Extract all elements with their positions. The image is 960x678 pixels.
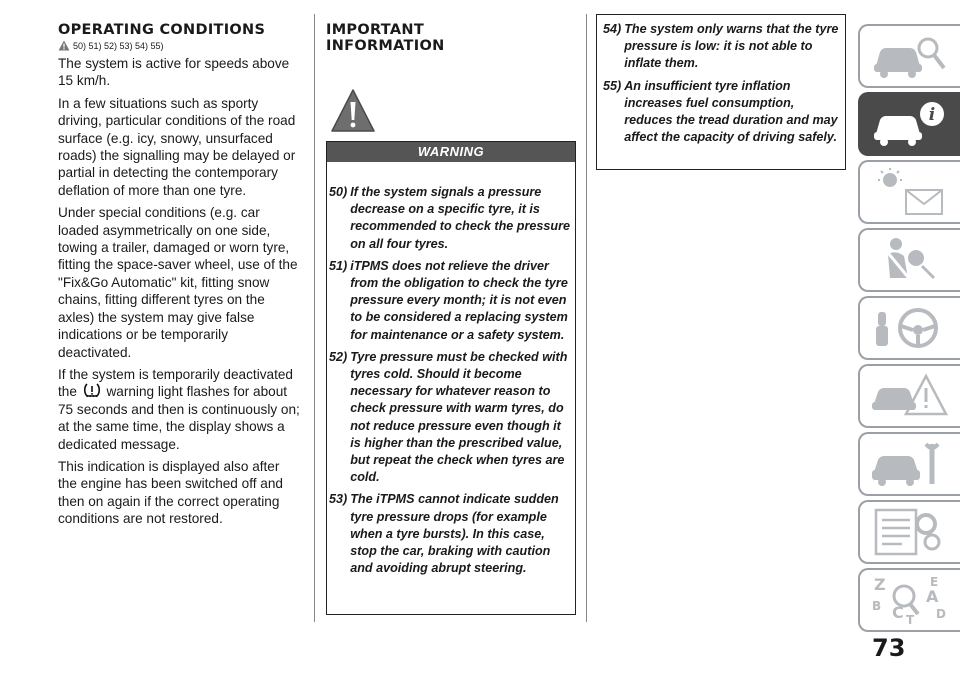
note-item [329, 491, 571, 577]
warning-notes [327, 162, 575, 577]
svg-text:Z: Z [874, 575, 886, 594]
warning-triangle-icon [58, 40, 70, 51]
car-search-icon [870, 30, 950, 82]
warning-notes [597, 15, 845, 146]
warning-references [58, 40, 302, 51]
note-item [603, 21, 841, 73]
note-number: 52) [329, 349, 348, 364]
note-number: 50) [329, 185, 348, 199]
note-number: 53) [329, 492, 348, 507]
svg-text:C: C [892, 603, 904, 622]
car-maintenance-icon [870, 438, 950, 490]
operating-conditions-section [58, 22, 302, 533]
paragraph-text: warning light flashes for about 75 seconds and then is continuously on; at the same time, the display shows a dedicated message. [58, 384, 300, 452]
note-text: If the system signals a pressure decrease on a specific tyre, it is recommended to check the pressure on all four tyres. [350, 185, 570, 251]
note-text: The iTPMS cannot indicate sudden tyre pressure drops (for example when a tyre bursts). In this case, stop the car, braking with caution and avoiding abrupt steering. [350, 492, 559, 576]
note-text: An insufficient tyre inflation increases fuel consumption, reduces the tread duration and may affect the capacity of driving safely. [624, 78, 838, 145]
car-info-icon [870, 98, 950, 150]
section-heading [326, 22, 576, 54]
important-information-section [326, 22, 576, 54]
note-text: iTPMS does not relieve the driver from the obligation to check the tyre pressure every month; it is not even to be considered a replacing system for maintenance or a safety system. [350, 258, 568, 342]
svg-text:E: E [930, 575, 939, 589]
car-emergency-icon [870, 370, 950, 422]
section-heading: OPERATING CONDITIONS [58, 22, 266, 38]
tab-car-maintenance[interactable] [858, 432, 960, 496]
tab-warning-lights[interactable] [858, 160, 960, 224]
note-number: 51) [329, 258, 348, 273]
note-number: 55) [603, 78, 622, 93]
paragraph: Under special conditions (e.g. car loaded asymmetrically on one side, towing a trailer, damaged or worn tyre, fitting the space-saver wheel, use of the "Fix&Go Automatic" kit, fitting snow chains, fitting different tyres on the axles) the system may give false indications or be temporarily deactivated. [58, 205, 298, 360]
paragraph [58, 366, 302, 453]
paragraph: The system is active for speeds above 15 km/h. [58, 56, 290, 89]
note-item [329, 258, 571, 344]
warning-box [326, 141, 576, 615]
tyre-pressure-warning-icon [83, 383, 101, 398]
tab-index[interactable] [858, 568, 960, 632]
warning-triangle-icon [330, 88, 376, 134]
svg-text:D: D [936, 607, 946, 621]
heading-line: IMPORTANT [326, 22, 425, 38]
paragraph: In a few situations such as sporty driving, particular conditions of the road surface (e.g. icy, snowy, unsurfaced roads) the signalling may be delayed or partial in detecting the contemporary deflation of more than one tyre. [58, 95, 296, 198]
note-number: 54) [603, 22, 622, 36]
warning-header: WARNING [327, 142, 575, 162]
svg-text:T: T [906, 613, 915, 626]
svg-text:B: B [872, 599, 882, 613]
svg-text:A: A [926, 587, 939, 606]
note-item [329, 184, 571, 253]
heading-line: INFORMATION [326, 38, 445, 54]
technical-data-icon [870, 506, 950, 558]
tab-technical-data[interactable] [858, 500, 960, 564]
tab-car-emergency[interactable] [858, 364, 960, 428]
paragraph-text: If the system is temporarily deactivated the [58, 366, 293, 400]
continued-warning-box [596, 14, 846, 170]
tab-key-steering[interactable] [858, 296, 960, 360]
tab-car-search[interactable] [858, 24, 960, 88]
note-text: Tyre pressure must be checked with tyres cold. Should it become necessary for whatever reason to check pressure with warm tyres, do not reduce pressure even though it is higher than the prescribed value, but repeat the check when tyres are cold. [350, 349, 568, 485]
note-item [603, 78, 841, 147]
column-divider [586, 14, 587, 622]
note-item [329, 349, 571, 487]
paragraph: This indication is displayed also after the engine has been switched off and then on again if the correct operating conditions are not restored. [58, 458, 283, 527]
airbag-safety-icon [870, 234, 950, 286]
svg-text:i: i [928, 105, 936, 125]
key-steering-wheel-icon [870, 302, 950, 354]
note-text: The system only warns that the tyre pressure is low: it is not able to inflate them. [624, 22, 839, 71]
column-divider [314, 14, 315, 622]
page-number: 73 [872, 634, 906, 662]
warning-lights-icon [870, 166, 950, 218]
tab-airbag-safety[interactable] [858, 228, 960, 292]
tab-car-info[interactable] [858, 92, 960, 156]
index-icon [870, 574, 950, 626]
references-text: 50) 51) 52) 53) 54) 55) [73, 40, 164, 51]
